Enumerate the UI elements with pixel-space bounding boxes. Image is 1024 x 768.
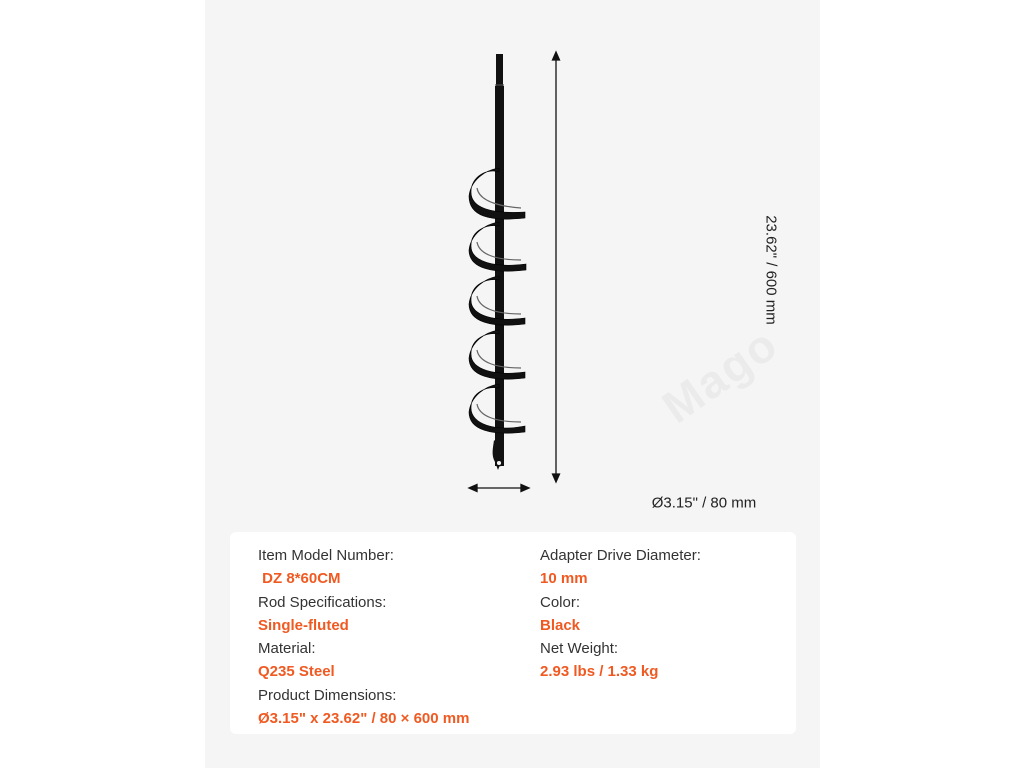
spec-label-model: Item Model Number:: [258, 547, 394, 564]
spec-column-left: [258, 546, 469, 732]
diameter-dimension-label: Ø3.15" / 80 mm: [651, 494, 757, 512]
spec-label-dimensions: Product Dimensions:: [258, 686, 397, 704]
spec-value-rod: Single-fluted: [258, 616, 349, 634]
specifications-card: [230, 532, 796, 734]
length-dimension-label: 23.62" / 600 mm: [762, 215, 780, 325]
dimension-arrow-icon: [469, 485, 529, 492]
spec-label-adapter: Adapter Drive Diameter:: [540, 547, 701, 564]
spec-label-weight: Net Weight:: [540, 640, 619, 658]
auger-drill-bit-icon: [469, 54, 526, 470]
spec-value-model: DZ 8*60CM: [258, 570, 341, 588]
product-drawing: [205, 0, 820, 530]
spec-label-rod: Rod Specifications:: [258, 593, 387, 611]
spec-value-dimensions: Ø3.15" x 23.62" / 80 × 600 mm: [258, 710, 470, 728]
spec-value-weight: 2.93 lbs / 1.33 kg: [540, 663, 659, 681]
spec-value-material: Q235 Steel: [258, 663, 335, 681]
spec-value-color: Black: [540, 616, 581, 634]
spec-column-right: [540, 546, 701, 686]
spec-label-material: Material:: [258, 640, 316, 658]
spec-value-adapter: 10 mm: [540, 570, 588, 588]
dimension-arrow-icon: [553, 52, 560, 482]
spec-label-color: Color:: [540, 593, 581, 611]
